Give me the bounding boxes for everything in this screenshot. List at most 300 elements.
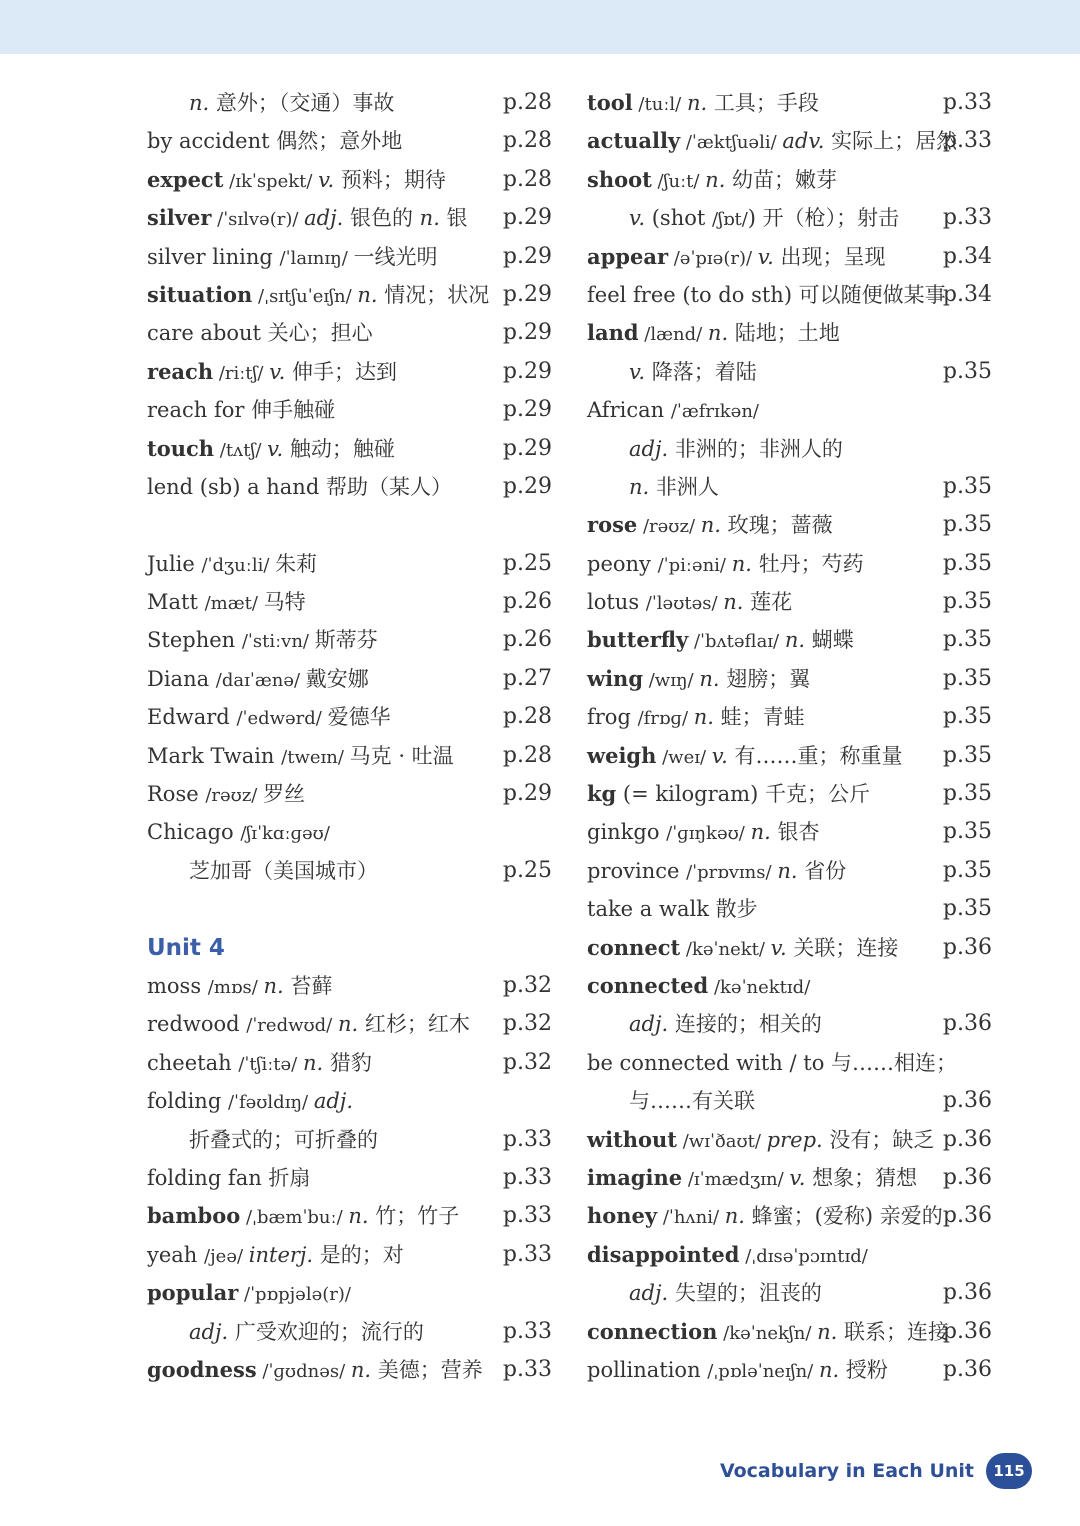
top-band — [0, 0, 1080, 54]
phonetic: /rəʊz/ — [205, 785, 264, 807]
entry-segment: Rose — [147, 782, 206, 807]
entry-segment: 广受欢迎的；流行的 — [228, 1319, 424, 1344]
phonetic: /frɒɡ/ — [637, 708, 694, 730]
entry-text — [587, 391, 759, 431]
entry-text — [147, 238, 438, 278]
phonetic: /wɪˈðaʊt/ — [677, 1130, 767, 1152]
page-reference: p.35 — [942, 589, 992, 615]
headword: imagine — [587, 1164, 683, 1190]
entry-segment: 陆地；土地 — [728, 321, 840, 346]
headword: land — [587, 320, 639, 346]
part-of-speech: n. — [350, 1357, 372, 1382]
entry-segment: 非洲的；非洲人的 — [668, 436, 843, 461]
entry-segment: ) 开（枪）；射击 — [747, 206, 900, 231]
headword: connect — [587, 934, 681, 960]
vocab-entry — [587, 813, 997, 851]
entry-text — [189, 852, 378, 890]
entry-segment: 非洲人 — [649, 474, 719, 499]
page-reference: p.33 — [942, 205, 992, 231]
page-reference: p.29 — [502, 243, 552, 269]
headword: wing — [587, 665, 644, 691]
page-reference: p.35 — [942, 857, 992, 883]
vocab-entry — [587, 468, 997, 506]
vocab-entry — [147, 314, 557, 352]
entry-text — [147, 775, 305, 815]
page-reference: p.36 — [942, 934, 992, 960]
entry-text — [587, 775, 870, 813]
page-reference: p.35 — [942, 896, 992, 922]
entry-segment: frog — [587, 705, 638, 730]
page-footer — [720, 1453, 1032, 1489]
entry-segment: Chicago — [147, 820, 241, 845]
entry-text — [147, 199, 468, 239]
unit-heading — [147, 929, 557, 967]
page-reference: p.25 — [502, 857, 552, 883]
entry-segment: 触动；触碰 — [283, 436, 395, 461]
page-reference: p.36 — [942, 1164, 992, 1190]
part-of-speech: n. — [784, 628, 806, 653]
vocab-entry — [147, 1351, 557, 1389]
vocab-entry — [147, 1044, 557, 1082]
vocab-entry — [147, 1159, 557, 1197]
entry-segment: 没有；缺乏 — [822, 1127, 935, 1152]
entry-segment: 省份 — [797, 858, 847, 883]
headword: rose — [587, 512, 638, 538]
page-reference: p.28 — [502, 90, 552, 115]
vocab-entry — [147, 698, 557, 736]
page-reference: p.32 — [502, 1011, 552, 1037]
headword: without — [587, 1126, 677, 1152]
entry-text — [147, 1274, 351, 1314]
entry-segment: 马特 — [263, 590, 306, 615]
vocab-entry — [147, 122, 557, 160]
phonetic: /ˈpiːəni/ — [657, 554, 732, 576]
vocab-entry — [147, 583, 557, 621]
part-of-speech: n. — [817, 1319, 838, 1344]
entry-segment: moss — [147, 973, 208, 998]
page-reference: p.35 — [942, 781, 992, 807]
part-of-speech: adv. — [782, 129, 825, 154]
footer-title: Vocabulary in Each Unit — [719, 1460, 974, 1482]
vocab-entry — [147, 1121, 557, 1159]
page-reference: p.35 — [942, 627, 992, 653]
vocab-entry — [147, 1236, 557, 1274]
vocab-entry — [147, 199, 557, 237]
phonetic: /ˌpɒləˈneɪʃn/ — [707, 1360, 819, 1382]
entry-text — [147, 122, 402, 160]
entry-text — [587, 84, 819, 124]
part-of-speech: n. — [723, 590, 744, 615]
entry-segment: Unit 4 — [147, 934, 225, 961]
headword: honey — [587, 1203, 658, 1229]
page-reference: p.35 — [942, 473, 992, 499]
vocab-entry — [147, 545, 557, 583]
entry-segment: by accident 偶然；意外地 — [147, 129, 403, 154]
phonetic: /ˈtʃiːtə/ — [238, 1053, 303, 1075]
vocab-entry — [587, 1236, 997, 1274]
entry-text — [587, 545, 864, 585]
part-of-speech: v. — [770, 935, 787, 960]
entry-segment: 苔藓 — [283, 973, 333, 998]
entry-segment: 红杉；红木 — [358, 1012, 470, 1037]
entry-segment: 玫瑰；蔷薇 — [720, 513, 833, 538]
entry-text — [147, 583, 306, 623]
vocab-entry — [147, 813, 557, 851]
vocab-entry — [147, 468, 557, 506]
entry-text — [587, 122, 957, 162]
entry-text — [147, 660, 369, 700]
entry-segment: lotus — [587, 590, 646, 615]
vocab-entry — [587, 161, 997, 199]
entry-segment: 罗丝 — [263, 782, 306, 807]
entry-text — [147, 698, 391, 738]
entry-segment: (= kilogram) 千克；公斤 — [616, 782, 870, 807]
vocab-entry — [587, 353, 997, 391]
vocab-entry — [587, 276, 997, 314]
page-reference: p.33 — [502, 1241, 552, 1267]
entry-segment: 美德；营养 — [371, 1357, 483, 1382]
phonetic: /ˈdʒuːli/ — [201, 554, 276, 576]
phonetic: /ˈpɒpjələ(r)/ — [238, 1284, 351, 1306]
entry-segment: 预料；期待 — [334, 167, 446, 192]
entry-segment: African — [587, 398, 671, 423]
entry-segment: Edward — [147, 705, 237, 730]
entry-segment: feel free (to do sth) 可以随便做某事 — [587, 282, 946, 307]
part-of-speech: v. — [269, 359, 286, 384]
part-of-speech: n. — [348, 1204, 369, 1229]
entry-text — [587, 506, 833, 546]
part-of-speech: n. — [731, 551, 752, 576]
page-reference: p.29 — [502, 435, 552, 461]
headword: butterfly — [587, 627, 689, 653]
page-reference: p.33 — [502, 1318, 552, 1344]
part-of-speech: n. — [818, 1357, 840, 1382]
entry-text — [147, 353, 397, 393]
entry-text — [629, 468, 719, 506]
entry-text — [147, 1044, 372, 1084]
entry-segment: 芝加哥（美国城市） — [189, 858, 378, 883]
entry-text — [189, 1121, 378, 1159]
page-reference: p.35 — [942, 704, 992, 730]
entry-segment: 戴安娜 — [305, 666, 369, 691]
page-reference: p.28 — [502, 742, 552, 768]
entry-segment: 牡丹；芍药 — [751, 551, 864, 576]
entry-text — [587, 1197, 943, 1237]
entry-segment: 失望的；沮丧的 — [668, 1281, 822, 1306]
page-reference: p.35 — [942, 512, 992, 538]
entry-segment: Diana — [147, 666, 216, 691]
entry-segment: care about 关心；担心 — [147, 321, 373, 346]
phonetic: /ˈɡɪŋkəʊ/ — [666, 823, 751, 845]
entry-segment: 工具；手段 — [707, 91, 819, 115]
entry-segment: province — [587, 858, 687, 883]
entry-text — [147, 1082, 353, 1122]
page-reference: p.29 — [502, 320, 552, 346]
part-of-speech: n. — [337, 1012, 359, 1037]
headword: weigh — [587, 742, 657, 768]
part-of-speech: interj. — [248, 1242, 314, 1267]
page-reference: p.29 — [502, 205, 552, 231]
entry-text — [587, 1159, 917, 1199]
headword: silver — [147, 205, 212, 231]
vocab-entry — [587, 84, 997, 122]
vocab-entry — [587, 1197, 997, 1235]
part-of-speech: v. — [629, 206, 646, 231]
vocab-entry — [147, 737, 557, 775]
entry-text — [587, 929, 898, 969]
page-reference: p.34 — [942, 243, 992, 269]
entry-segment: 银 — [439, 206, 468, 231]
part-of-speech: v. — [267, 436, 284, 461]
left-vocabulary-column — [147, 84, 557, 1389]
entry-text — [147, 545, 317, 585]
right-vocabulary-column — [587, 84, 997, 1389]
vocab-entry — [587, 314, 997, 352]
part-of-speech: n. — [724, 1204, 745, 1229]
part-of-speech: v. — [757, 244, 774, 269]
phonetic: /ˌbæmˈbuː/ — [240, 1207, 349, 1229]
vocab-entry — [147, 353, 557, 391]
part-of-speech: n. — [699, 666, 720, 691]
page-reference: p.29 — [502, 781, 552, 807]
entry-segment: silver lining — [147, 244, 280, 269]
page-reference: p.36 — [942, 1318, 992, 1344]
vocab-entry — [587, 122, 997, 160]
entry-segment: 斯蒂芬 — [314, 628, 378, 653]
entry-text — [629, 199, 899, 239]
vocab-entry — [587, 967, 997, 1005]
entry-segment: 蛙；青蛙 — [713, 705, 805, 730]
vocab-entry — [587, 1313, 997, 1351]
part-of-speech: adj. — [629, 1012, 669, 1037]
entry-text — [189, 1313, 424, 1351]
page-reference: p.29 — [502, 397, 552, 423]
headword: disappointed — [587, 1241, 740, 1267]
page-reference: p.28 — [502, 128, 552, 154]
entry-segment: 伸手；达到 — [285, 359, 397, 384]
entry-text — [147, 737, 454, 777]
entry-segment: 实际上；居然 — [824, 129, 958, 154]
vocab-entry — [147, 660, 557, 698]
entry-segment: 银色的 — [343, 206, 420, 231]
entry-segment: 连接的；相关的 — [668, 1012, 822, 1037]
phonetic: /ˌdɪsəˈpɔɪntɪd/ — [739, 1245, 868, 1267]
entry-segment: 竹；竹子 — [368, 1204, 460, 1229]
entry-text — [147, 391, 335, 429]
headword: goodness — [147, 1356, 257, 1382]
entry-text — [147, 314, 373, 352]
entry-text — [147, 161, 446, 201]
page-reference: p.29 — [502, 281, 552, 307]
phonetic: /ˈləʊtəs/ — [645, 593, 724, 615]
entry-text — [587, 890, 758, 928]
vocab-entry — [587, 1159, 997, 1197]
part-of-speech: adj. — [313, 1089, 353, 1114]
phonetic: /ˈæfrɪkən/ — [670, 401, 759, 423]
headword: connected — [587, 972, 709, 998]
part-of-speech: n. — [705, 167, 726, 192]
page-reference: p.36 — [942, 1280, 992, 1306]
page-reference: p.35 — [942, 819, 992, 845]
entry-segment: 幼苗；嫩芽 — [725, 167, 838, 192]
part-of-speech: v. — [789, 1165, 806, 1190]
entry-text — [147, 276, 489, 316]
vocab-entry — [147, 1082, 557, 1120]
phonetic: /kəˈnekʃn/ — [717, 1322, 818, 1344]
entry-segment: 意外；（交通）事故 — [209, 91, 395, 115]
entry-segment: Matt — [147, 590, 205, 615]
headword: popular — [147, 1280, 239, 1306]
entry-text — [189, 84, 394, 122]
entry-segment: 蜂蜜；(爱称) 亲爱的 — [744, 1204, 943, 1229]
vocab-entry — [147, 621, 557, 659]
entry-segment: 朱莉 — [275, 551, 318, 576]
phonetic: /jeə/ — [204, 1245, 249, 1267]
page-number-badge: 115 — [986, 1453, 1032, 1489]
headword: expect — [147, 166, 224, 192]
entry-text — [147, 929, 225, 967]
entry-segment: yeah — [147, 1242, 205, 1267]
entry-segment: pollination — [587, 1357, 708, 1382]
entry-text — [587, 1313, 949, 1353]
vocab-entry — [587, 1274, 997, 1312]
entry-segment: lend (sb) a hand 帮助（某人） — [147, 474, 452, 499]
phonetic: /kəˈnekt/ — [680, 938, 771, 960]
page-reference: p.33 — [942, 90, 992, 115]
page-reference: p.33 — [502, 1356, 552, 1382]
part-of-speech: n. — [263, 973, 284, 998]
page-reference: p.29 — [502, 358, 552, 384]
entry-segment: 银杏 — [770, 820, 820, 845]
phonetic: /ˈæktʃuəli/ — [680, 132, 783, 154]
part-of-speech: n. — [189, 91, 210, 115]
entry-segment: 与……有关联 — [629, 1089, 755, 1114]
phonetic: /weɪ/ — [656, 746, 712, 768]
part-of-speech: n. — [357, 282, 378, 307]
vocab-entry — [587, 1351, 997, 1389]
headword: touch — [147, 435, 215, 461]
vocab-entry — [587, 621, 997, 659]
entry-segment: 授粉 — [839, 1357, 888, 1382]
entry-segment: 莲花 — [743, 590, 793, 615]
page-reference: p.35 — [942, 550, 992, 576]
vocab-entry — [587, 1005, 997, 1043]
phonetic: /kəˈnektɪd/ — [708, 976, 811, 998]
page-reference: p.28 — [502, 166, 552, 192]
vocab-entry — [587, 775, 997, 813]
phonetic: /riːtʃ/ — [213, 362, 270, 384]
entry-text — [587, 1351, 888, 1391]
vocab-entry — [147, 161, 557, 199]
part-of-speech: adj. — [629, 1281, 669, 1306]
entry-text — [587, 314, 840, 354]
entry-segment: 是的；对 — [313, 1242, 404, 1267]
vocab-entry — [587, 199, 997, 237]
part-of-speech: n. — [629, 474, 650, 499]
entry-segment: Mark Twain — [147, 743, 282, 768]
part-of-speech: v. — [629, 359, 646, 384]
vocab-entry — [147, 1274, 557, 1312]
phonetic: /əˈpɪə(r)/ — [668, 247, 758, 269]
part-of-speech: n. — [750, 820, 771, 845]
entry-text — [587, 583, 792, 623]
page-reference: p.35 — [942, 742, 992, 768]
entry-text — [587, 698, 805, 738]
entry-text — [587, 621, 854, 661]
page-reference: p.32 — [502, 972, 552, 998]
phonetic: /ˈfəʊldɪŋ/ — [227, 1092, 314, 1114]
page-reference: p.36 — [942, 1203, 992, 1229]
vocab-entry — [587, 583, 997, 621]
headword: connection — [587, 1318, 718, 1344]
phonetic: /tuːl/ — [632, 94, 687, 115]
page-reference: p.35 — [942, 665, 992, 691]
entry-segment: ginkgo — [587, 820, 667, 845]
vocab-entry — [147, 1005, 557, 1043]
headword: bamboo — [147, 1203, 241, 1229]
page-reference: p.33 — [502, 1203, 552, 1229]
vocab-entry — [147, 391, 557, 429]
page-reference: p.27 — [502, 665, 552, 691]
page-reference: p.34 — [942, 281, 992, 307]
part-of-speech: prep. — [766, 1127, 823, 1152]
vocab-entry — [587, 545, 997, 583]
vocab-entry — [587, 506, 997, 544]
phonetic: /tʌtʃ/ — [214, 439, 268, 461]
entry-text — [587, 813, 819, 853]
entry-segment: 出现；呈现 — [773, 244, 886, 269]
headword: appear — [587, 243, 669, 269]
page-reference: p.29 — [502, 473, 552, 499]
vocab-entry — [147, 852, 557, 890]
part-of-speech: n. — [419, 206, 440, 231]
part-of-speech: n. — [777, 858, 798, 883]
headword: kg — [587, 781, 617, 807]
entry-text — [147, 621, 378, 661]
phonetic: /tweɪn/ — [281, 746, 350, 768]
page-reference: p.28 — [502, 704, 552, 730]
phonetic: /ˈlaɪnɪŋ/ — [279, 247, 354, 269]
part-of-speech: n. — [693, 705, 714, 730]
vocab-entry — [587, 1082, 997, 1120]
vocab-entry — [587, 238, 997, 276]
vocab-entry — [147, 1313, 557, 1351]
vocab-entry — [587, 890, 997, 928]
entry-segment: 猎豹 — [323, 1050, 372, 1075]
vocab-entry — [587, 1044, 997, 1082]
vocab-entry — [147, 238, 557, 276]
phonetic: /wɪŋ/ — [643, 669, 700, 691]
entry-text — [147, 468, 452, 506]
phonetic: /ɪkˈspekt/ — [223, 170, 319, 192]
entry-text — [147, 1197, 459, 1237]
phonetic: /mɒs/ — [207, 976, 264, 998]
entry-segment: 翅膀；翼 — [719, 666, 811, 691]
vocab-entry — [587, 391, 997, 429]
entry-text — [147, 813, 330, 853]
vocab-entry — [587, 660, 997, 698]
entry-segment: 情况；状况 — [377, 282, 490, 307]
headword: situation — [147, 281, 253, 307]
entry-segment: Stephen — [147, 628, 242, 653]
entry-segment: folding — [147, 1089, 228, 1114]
headword: shoot — [587, 166, 652, 192]
vocab-entry — [587, 698, 997, 736]
phonetic: /ˈɡʊdnəs/ — [256, 1360, 351, 1382]
entry-segment: reach for 伸手触碰 — [147, 398, 336, 423]
page-reference: p.33 — [942, 128, 992, 154]
part-of-speech: n. — [686, 91, 708, 115]
